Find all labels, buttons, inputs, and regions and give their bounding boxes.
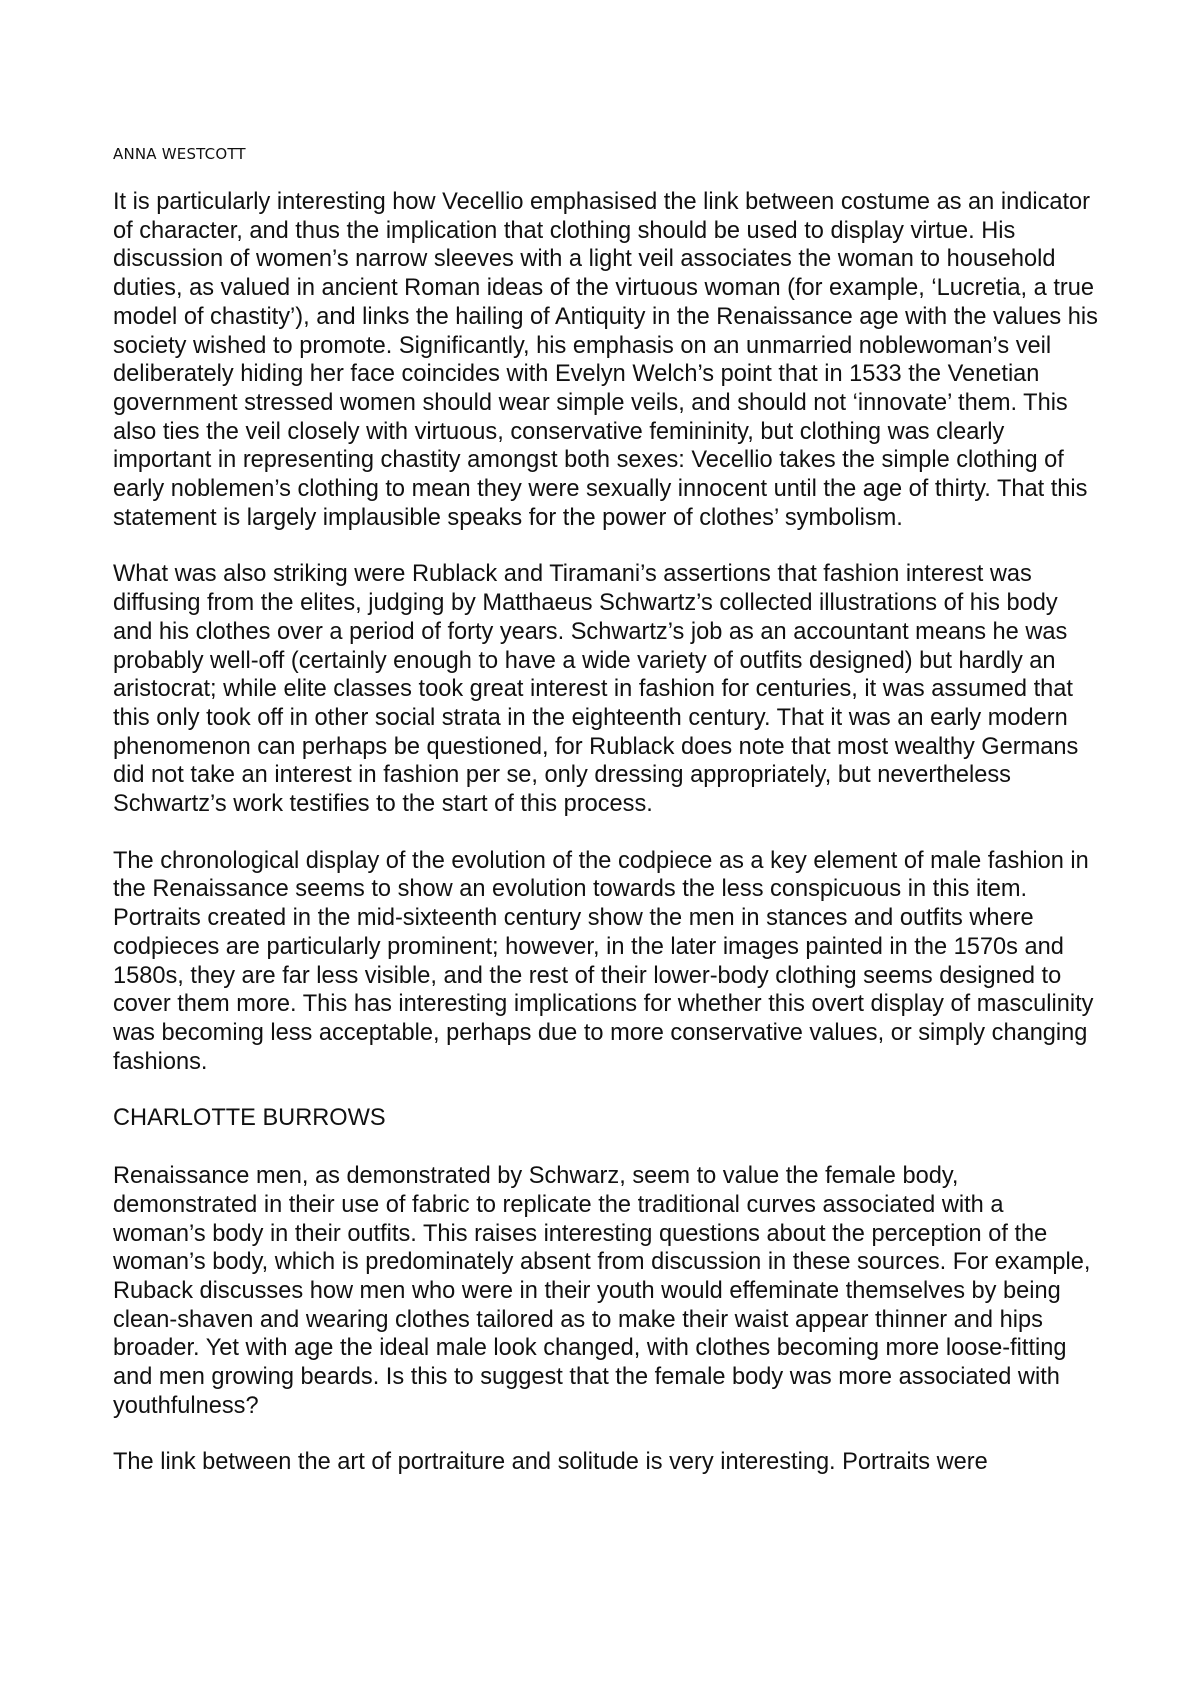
paragraph-codpiece-evolution: The chronological display of the evolution of the codpiece as a key element of male fashion in the Renaissance seems to show an evolution towards the less conspicuous in this item. Portraits created in the mid-sixteenth century show the men in stances and outfits where codpieces are particularly prominent; however, in the later images painted in the 1570s and 1580s, they are far less visible, and the rest of their lower-body clothing seems designed to cover them more. This has interesting implications for whether this overt display of masculinity was becoming less acceptable, perhaps due to more conservative values, or simply changing fashions. [113,847,1094,1075]
document-body [113,144,1098,1477]
author-name-charlotte-burrows: CHARLOTTE BURROWS [113,1105,386,1132]
paragraph-rublack-tiramani: What was also striking were Rublack and Tiramani’s assertions that fashion interest was diffusing from the elites, judging by Matthaeus Schwartz’s collected illustrations of his body and his clothes over a period of forty years. Schwartz’s job as an accountant means he was probably well-off (certainly enough to have a wide variety of outfits designed) but hardly an aristocrat; while elite classes took great interest in fashion for centuries, it was assumed that this only took off in other social strata in the eighteenth century. That it was an early modern phenomenon can perhaps be questioned, for Rublack does note that most wealthy Germans did not take an interest in fashion per se, only dressing appropriately, but nevertheless Schwartz’s work testifies to the start of this process. [113,561,1079,818]
paragraph-vecellio-costume: It is particularly interesting how Vecellio emphasised the link between costume as an indicator of character, and thus the implication that clothing should be used to display virtue. His discussion of women’s narrow sleeves with a light veil associates the woman to household duties, as valued in ancient Roman ideas of the virtuous woman (for example, ‘Lucretia, a true model of chastity’), and links the hailing of Antiquity in the Renaissance age with the values his society wished to promote. Significantly, his emphasis on an unmarried noblewoman’s veil deliberately hiding her face coincides with Evelyn Welch’s point that in 1533 the Venetian government stressed women should wear simple veils, and should not ‘innovate’ them. This also ties the veil closely with virtuous, conservative femininity, but clothing was clearly important in representing chastity amongst both sexes: Vecellio takes the simple clothing of early noblemen’s clothing to mean they were sexually innocent until the age of thirty. That this statement is largely implausible speaks for the power of clothes’ symbolism. [113,189,1098,531]
paragraph-female-body: Renaissance men, as demonstrated by Schwarz, seem to value the female body, demonstrated in their use of fabric to replicate the traditional curves associated with a woman’s body in their outfits. This raises interesting questions about the perception of the woman’s body, which is predominately absent from discussion in these sources. For example, Ruback discusses how men who were in their youth would effeminate themselves by being clean-shaven and wearing clothes tailored as to make their waist appear thinner and hips broader. Yet with age the ideal male look changed, with clothes becoming more loose-fitting and men growing beards. Is this to suggest that the female body was more associated with youthfulness? [113,1163,1091,1419]
paragraph-portraiture-solitude: The link between the art of portraiture and solitude is very interesting. Portraits were [113,1449,988,1476]
author-name-anna-westcott: ANNA WESTCOTT [113,145,246,163]
